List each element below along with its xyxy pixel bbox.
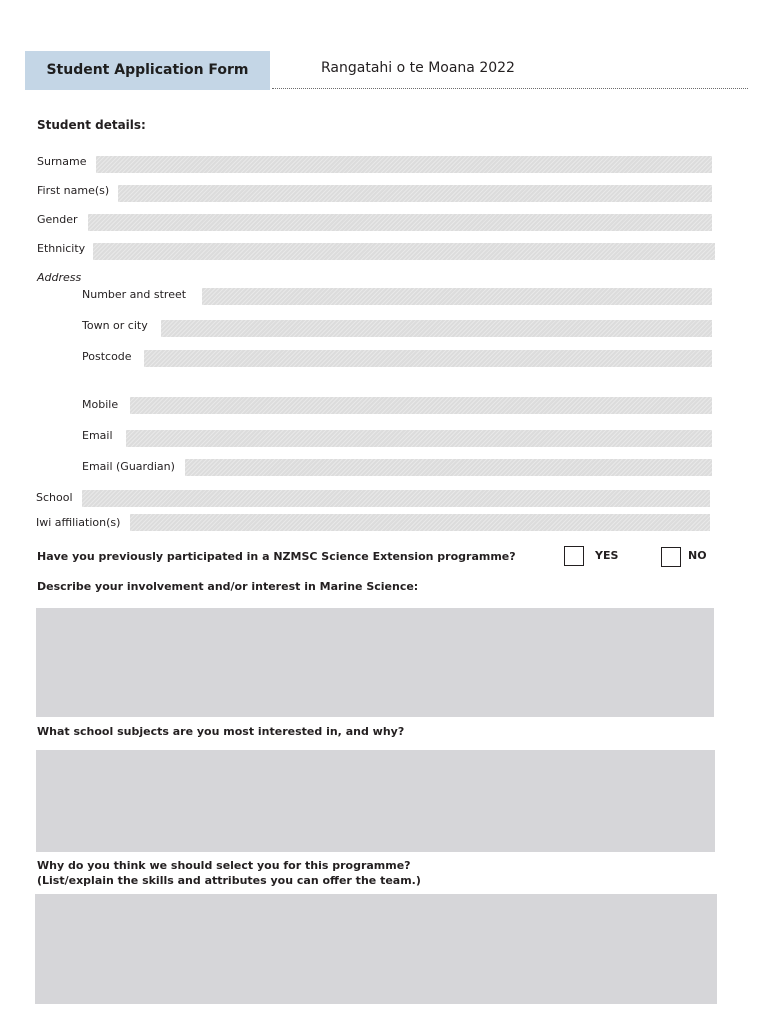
town-city-label: Town or city bbox=[82, 319, 148, 332]
surname-label: Surname bbox=[37, 155, 87, 168]
subjects-textarea[interactable] bbox=[36, 750, 715, 852]
town-city-field[interactable] bbox=[161, 320, 712, 337]
postcode-field[interactable] bbox=[144, 350, 712, 367]
iwi-field[interactable] bbox=[130, 514, 710, 531]
ethnicity-field[interactable] bbox=[93, 243, 715, 260]
section-title-student-details: Student details: bbox=[37, 118, 146, 132]
involvement-textarea[interactable] bbox=[36, 608, 714, 717]
no-checkbox[interactable] bbox=[661, 547, 681, 567]
email-label: Email bbox=[82, 429, 113, 442]
school-field[interactable] bbox=[82, 490, 710, 507]
email-guardian-label: Email (Guardian) bbox=[82, 460, 175, 473]
yes-label: YES bbox=[595, 549, 619, 562]
programme-name: Rangatahi o te Moana 2022 bbox=[321, 60, 515, 76]
why-select-hint: (List/explain the skills and attributes you can offer the team.) bbox=[37, 874, 421, 887]
header-divider bbox=[272, 88, 748, 89]
form-title: Student Application Form bbox=[46, 62, 249, 78]
number-street-field[interactable] bbox=[202, 288, 712, 305]
no-label: NO bbox=[688, 549, 707, 562]
participation-question: Have you previously participated in a NZMSC Science Extension programme? bbox=[37, 550, 516, 563]
number-street-label: Number and street bbox=[82, 288, 187, 301]
postcode-label: Postcode bbox=[82, 350, 132, 363]
why-select-textarea[interactable] bbox=[35, 894, 717, 1004]
gender-label: Gender bbox=[37, 213, 78, 226]
mobile-field[interactable] bbox=[130, 397, 712, 414]
yes-checkbox[interactable] bbox=[564, 546, 584, 566]
email-field[interactable] bbox=[126, 430, 712, 447]
subjects-question: What school subjects are you most interested in, and why? bbox=[37, 725, 405, 738]
surname-field[interactable] bbox=[96, 156, 712, 173]
why-select-question: Why do you think we should select you for this programme? bbox=[37, 859, 411, 872]
first-name-label: First name(s) bbox=[37, 184, 110, 197]
gender-field[interactable] bbox=[88, 214, 712, 231]
involvement-question: Describe your involvement and/or interest in Marine Science: bbox=[37, 580, 419, 593]
address-heading: Address bbox=[37, 271, 82, 284]
email-guardian-field[interactable] bbox=[185, 459, 712, 476]
first-name-field[interactable] bbox=[118, 185, 712, 202]
school-label: School bbox=[36, 491, 73, 504]
ethnicity-label: Ethnicity bbox=[37, 242, 86, 255]
mobile-label: Mobile bbox=[82, 398, 119, 411]
iwi-label: Iwi affiliation(s) bbox=[36, 516, 121, 529]
